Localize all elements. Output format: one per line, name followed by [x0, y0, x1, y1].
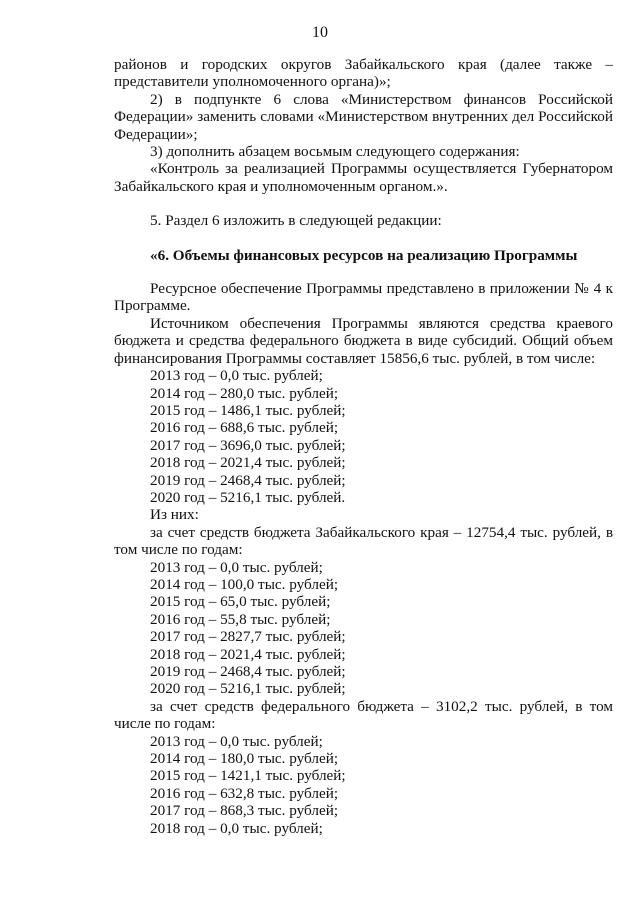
intro-continuation: районов и городских округов Забайкальского края (далее также – представители уполномоченного органа)»; — [114, 56, 613, 91]
amendment-item-3: 3) дополнить абзацем восьмым следующего содержания: — [150, 143, 520, 161]
paragraph-sources: Источником обеспечения Программы являются средства краевого бюджета и средства федерального бюджета в виде субсидий. Общий объем финансирования Программы составляет 15856,6 тыс. рублей, в том числе: — [114, 314, 613, 367]
regional-funding-list — [114, 559, 613, 698]
list-item: 2019 год – 2468,4 тыс. рублей; — [150, 663, 346, 680]
total-funding-list — [114, 367, 613, 506]
list-item: 2015 год – 65,0 тыс. рублей; — [150, 593, 331, 611]
document-body — [114, 56, 613, 837]
list-item: 2020 год – 5216,1 тыс. рублей; — [150, 680, 346, 698]
page-number: 10 — [312, 24, 328, 41]
list-item: 2018 год – 2021,4 тыс. рублей; — [150, 645, 346, 663]
list-item: 2014 год – 100,0 тыс. рублей; — [150, 575, 339, 593]
list-item: 2013 год – 0,0 тыс. рублей; — [150, 367, 323, 385]
list-item: 2013 год – 0,0 тыс. рублей; — [150, 732, 323, 750]
list-item: 2020 год – 5216,1 тыс. рублей. — [150, 488, 346, 506]
section-heading: «6. Объемы финансовых ресурсов на реализацию Программы — [150, 246, 578, 264]
list-item: 2017 год – 3696,0 тыс. рублей; — [150, 436, 346, 454]
of-them-label: Из них: — [150, 506, 199, 524]
list-item: 2017 год – 868,3 тыс. рублей; — [150, 802, 339, 820]
regional-budget-intro: за счет средств бюджета Забайкальского края – 12754,4 тыс. рублей, в том числе по годам: — [114, 523, 613, 559]
paragraph-resources: Ресурсное обеспечение Программы представлено в приложении № 4 к Программе. — [114, 280, 613, 315]
list-item: 2015 год – 1421,1 тыс. рублей; — [150, 767, 346, 785]
list-item: 2018 год – 0,0 тыс. рублей; — [150, 819, 323, 837]
list-item: 2016 год – 688,6 тыс. рублей; — [150, 419, 339, 437]
amendment-item-2: 2) в подпункте 6 слова «Министерством финансов Российской Федерации» заменить словами «Министерством внутренних дел Российской Федерации»; — [114, 90, 613, 143]
list-item: 2014 год – 180,0 тыс. рублей; — [150, 750, 339, 768]
list-item: 2018 год – 2021,4 тыс. рублей; — [150, 454, 346, 472]
list-item: 2019 год – 2468,4 тыс. рублей; — [150, 471, 346, 489]
amendment-quote: «Контроль за реализацией Программы осуществляется Губернатором Забайкальского края и уполномоченным органом.». — [114, 160, 613, 195]
list-item: 2016 год – 55,8 тыс. рублей; — [150, 610, 331, 628]
federal-budget-intro: за счет средств федерального бюджета – 3102,2 тыс. рублей, в том числе по годам: — [114, 697, 613, 733]
section-5-instruction: 5. Раздел 6 изложить в следующей редакции: — [150, 212, 442, 230]
list-item: 2016 год – 632,8 тыс. рублей; — [150, 784, 339, 802]
list-item: 2017 год – 2827,7 тыс. рублей; — [150, 628, 346, 646]
federal-funding-list — [114, 733, 613, 837]
list-item: 2013 год – 0,0 тыс. рублей; — [150, 558, 323, 576]
list-item: 2015 год – 1486,1 тыс. рублей; — [150, 401, 346, 419]
list-item: 2014 год – 280,0 тыс. рублей; — [150, 384, 339, 402]
